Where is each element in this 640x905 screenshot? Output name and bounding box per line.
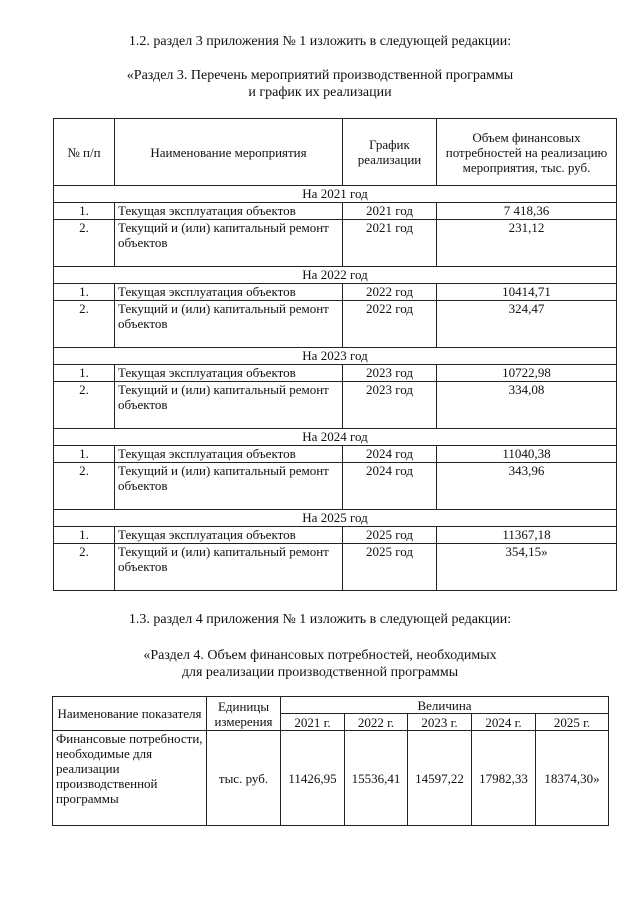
header-indicator: Наименование показателя: [53, 697, 207, 731]
row-value: 324,47: [437, 301, 617, 348]
row-num: 1.: [54, 446, 115, 463]
activities-table-header: [54, 119, 617, 186]
row-name: Текущий и (или) капитальный ремонт объектов: [115, 463, 343, 510]
table-row: [54, 220, 617, 267]
row-value: 343,96: [437, 463, 617, 510]
year-group-row: [54, 510, 617, 527]
row-schedule: 2022 год: [343, 284, 437, 301]
row-schedule: 2024 год: [343, 446, 437, 463]
year-header: 2025 г.: [536, 714, 609, 731]
activities-table: [53, 118, 617, 591]
row-num: 1.: [54, 365, 115, 382]
row-schedule: 2022 год: [343, 301, 437, 348]
year-group-row: [54, 186, 617, 203]
row-num: 2.: [54, 463, 115, 510]
row-name: Текущий и (или) капитальный ремонт объектов: [115, 382, 343, 429]
year-group-label: На 2024 год: [54, 429, 617, 446]
year-group-label: На 2021 год: [54, 186, 617, 203]
row-value: 231,12: [437, 220, 617, 267]
row-name: Текущая эксплуатация объектов: [115, 446, 343, 463]
row-num: 1.: [54, 284, 115, 301]
row-value: 7 418,36: [437, 203, 617, 220]
value-cell: 14597,22: [408, 731, 472, 826]
row-value: 10414,71: [437, 284, 617, 301]
header-unit: Единицы измерения: [207, 697, 281, 731]
row-value: 11367,18: [437, 527, 617, 544]
finance-table-header: [53, 697, 609, 714]
year-group-label: На 2023 год: [54, 348, 617, 365]
row-schedule: 2023 год: [343, 382, 437, 429]
row-num: 2.: [54, 544, 115, 591]
unit-cell: тыс. руб.: [207, 731, 281, 826]
row-name: Текущая эксплуатация объектов: [115, 527, 343, 544]
row-num: 2.: [54, 382, 115, 429]
header-volume: Объем финансовых потребностей на реализацию мероприятия, тыс. руб.: [437, 119, 617, 186]
table-row: [54, 365, 617, 382]
section4-title-line2: для реализации производственной программы: [181, 665, 459, 680]
row-name: Текущая эксплуатация объектов: [115, 365, 343, 382]
year-group-label: На 2022 год: [54, 267, 617, 284]
row-value: 10722,98: [437, 365, 617, 382]
value-cell: 15536,41: [345, 731, 408, 826]
row-schedule: 2025 год: [343, 527, 437, 544]
value-cell: 18374,30»: [536, 731, 609, 826]
row-value: 354,15»: [437, 544, 617, 591]
section3-title-line1: «Раздел 3. Перечень мероприятий производственной программы: [126, 68, 514, 83]
finance-table: [52, 696, 609, 826]
year-header: 2024 г.: [472, 714, 536, 731]
table-row: [54, 446, 617, 463]
row-num: 2.: [54, 220, 115, 267]
year-header: 2022 г.: [345, 714, 408, 731]
header-num: № п/п: [54, 119, 115, 186]
finance-table-row: [53, 731, 609, 826]
table-row: [54, 527, 617, 544]
row-name: Текущий и (или) капитальный ремонт объектов: [115, 544, 343, 591]
value-cell: 17982,33: [472, 731, 536, 826]
section3-intro: 1.2. раздел 3 приложения № 1 изложить в следующей редакции:: [128, 34, 512, 49]
row-value: 11040,38: [437, 446, 617, 463]
table-row: [54, 544, 617, 591]
section3-title-line2: и график их реализации: [248, 85, 392, 100]
row-name: Текущий и (или) капитальный ремонт объектов: [115, 301, 343, 348]
year-group-row: [54, 429, 617, 446]
section4-title-line1: «Раздел 4. Объем финансовых потребностей, необходимых: [143, 648, 497, 663]
activities-table-body: [54, 186, 617, 591]
year-group-label: На 2025 год: [54, 510, 617, 527]
row-schedule: 2023 год: [343, 365, 437, 382]
year-header: 2023 г.: [408, 714, 472, 731]
section4-intro: 1.3. раздел 4 приложения № 1 изложить в следующей редакции:: [128, 612, 512, 627]
row-schedule: 2024 год: [343, 463, 437, 510]
row-name: Текущая эксплуатация объектов: [115, 203, 343, 220]
table-row: [54, 284, 617, 301]
row-value: 334,08: [437, 382, 617, 429]
value-cell: 11426,95: [281, 731, 345, 826]
row-schedule: 2021 год: [343, 203, 437, 220]
row-schedule: 2021 год: [343, 220, 437, 267]
row-num: 1.: [54, 203, 115, 220]
row-schedule: 2025 год: [343, 544, 437, 591]
year-group-row: [54, 267, 617, 284]
year-header: 2021 г.: [281, 714, 345, 731]
table-row: [54, 203, 617, 220]
table-row: [54, 301, 617, 348]
row-num: 2.: [54, 301, 115, 348]
header-value: Величина: [281, 697, 609, 714]
header-schedule: График реализации: [343, 119, 437, 186]
table-row: [54, 463, 617, 510]
year-group-row: [54, 348, 617, 365]
header-name: Наименование мероприятия: [115, 119, 343, 186]
indicator-cell: Финансовые потребности, необходимые для реализации производственной программы: [53, 731, 207, 826]
row-name: Текущая эксплуатация объектов: [115, 284, 343, 301]
row-num: 1.: [54, 527, 115, 544]
table-row: [54, 382, 617, 429]
row-name: Текущий и (или) капитальный ремонт объектов: [115, 220, 343, 267]
